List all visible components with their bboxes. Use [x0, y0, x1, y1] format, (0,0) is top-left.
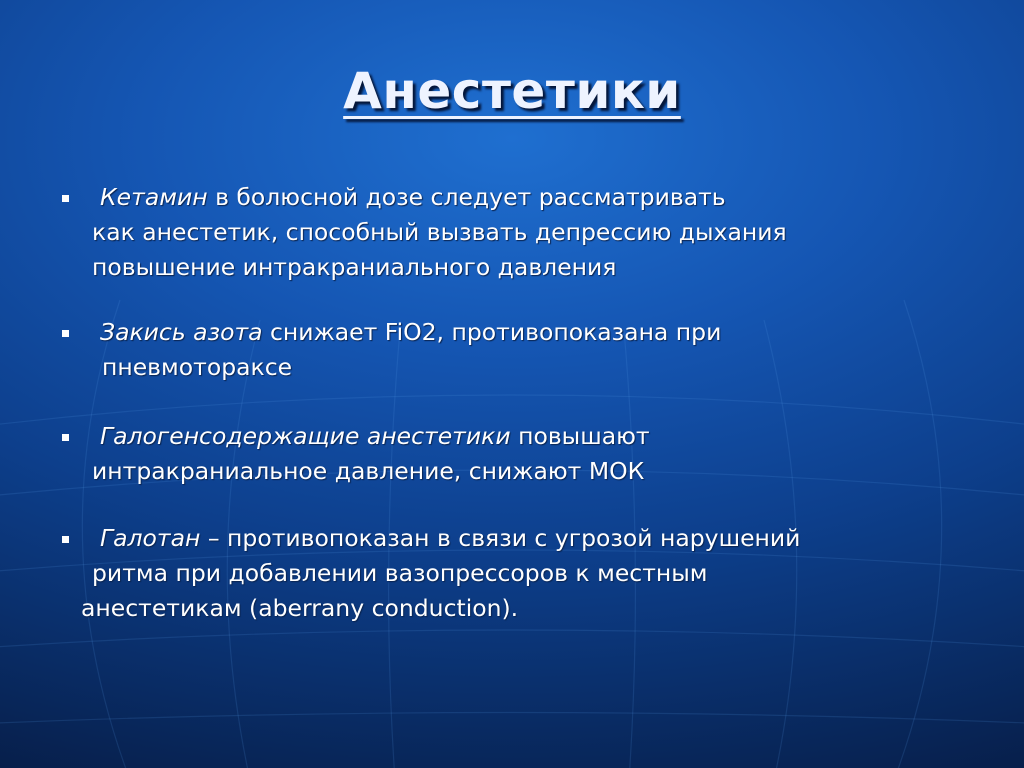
- bullet-nitrous-oxide: [92, 315, 721, 385]
- bullet-line: интракраниальное давление, снижают МОК: [92, 457, 645, 485]
- bullet-line: ритма при добавлении вазопрессоров к местным: [92, 559, 708, 587]
- bullet-text: в болюсной дозе следует рассматривать: [207, 183, 726, 211]
- drug-name: Закись азота: [100, 318, 263, 346]
- bullet-line: [100, 521, 800, 556]
- bullet-ketamine: [92, 180, 787, 285]
- bullet-line: повышение интракраниального давления: [92, 253, 617, 281]
- bullet-halothane: [81, 521, 801, 626]
- bullet-marker: [62, 434, 69, 441]
- bullet-text: – противопоказан в связи с угрозой нарушений: [200, 524, 801, 552]
- bullet-marker: [62, 536, 69, 543]
- bullet-marker: [62, 195, 69, 202]
- drug-name: Галогенсодержащие анестетики: [100, 422, 511, 450]
- bullet-line: [100, 419, 650, 454]
- bullet-line: как анестетик, способный вызвать депрессию дыхания: [92, 218, 787, 246]
- bullet-line: [100, 180, 787, 215]
- slide-title: Анестетики: [343, 62, 681, 120]
- bullet-marker: [62, 330, 69, 337]
- bullet-text: снижает FiO2, противопоказана при: [262, 318, 722, 346]
- bullet-line: [100, 315, 721, 350]
- drug-name: Кетамин: [100, 183, 208, 211]
- drug-name: Галотан: [100, 524, 201, 552]
- bullet-line: пневмотораксе: [102, 353, 293, 381]
- bullet-line: анестетикам (aberrany conduction).: [81, 594, 519, 622]
- bullet-halogenated: [92, 419, 650, 489]
- bullet-text: повышают: [510, 422, 650, 450]
